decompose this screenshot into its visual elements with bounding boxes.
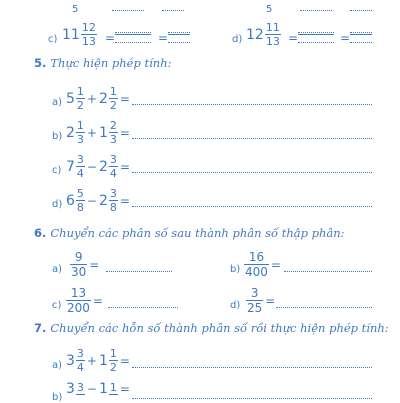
equals-sign: = bbox=[158, 31, 169, 45]
whole-part: 12 bbox=[246, 26, 264, 43]
equals-sign: = bbox=[105, 31, 116, 45]
mixed-number bbox=[62, 22, 97, 47]
section-5-heading: 5. Thực hiện phép tính: bbox=[34, 56, 172, 70]
answer-line[interactable] bbox=[106, 271, 172, 272]
denominator-5-left: 5 bbox=[72, 4, 79, 15]
answer-line[interactable] bbox=[276, 307, 372, 308]
fraction-to-convert: $\frac{16}{400}$ = bbox=[245, 250, 281, 279]
equals-sign: = bbox=[340, 31, 351, 45]
expression: 2 $\frac{1}{3}$ + 1 $\frac{2}{3}$ = bbox=[66, 119, 130, 146]
answer-dots bbox=[350, 10, 372, 11]
expression: 3 $\frac{3}{4}$ + 1 $\frac{1}{2}$ = bbox=[66, 347, 130, 374]
fraction: $\frac{11}{13}$ bbox=[265, 21, 280, 48]
answer-line[interactable] bbox=[132, 138, 372, 139]
answer-line[interactable] bbox=[284, 271, 372, 272]
fraction: $\frac{12}{13}$ bbox=[81, 21, 96, 48]
item-label: d) bbox=[232, 34, 243, 45]
fraction-to-convert: $\frac{9}{30}$ = bbox=[71, 250, 100, 279]
mixed-number bbox=[246, 22, 281, 47]
worksheet-page: 5 5 c) 11 $\frac{12}{13}$ = = d) 12 $\frac{11}{13}$ = = 5. Thực hiện phép tính: a) 5 $\frac{1}{2}$ + 2 $\frac{1}{2}$ = b) 2 $\frac{1}{3}$ + 1 $\frac{2}{3}$ = c) 7 $\frac{3}{4}$ − 2 $\frac{3}{4}$ = d) 6 $\frac{5}{8}$ − 2 $\frac{3}{8}$ = 6. Chuyển các phân số sau thành phân số thập phân: a) $\frac{9}{30}$ = b) $\frac{16}{400}$ = c) $\frac{13}{200}$ = d) $\frac{3}{25}$ = 7. Chuyển các hỗn số thành phân số rồi thực hiện phép tính: a) 3 $\frac{3}{4}$ + 1 $\frac{1}{2}$ = b) 3 3 − 1 1 = bbox=[34, 4, 389, 403]
equals-sign: = bbox=[288, 31, 299, 45]
answer-line[interactable] bbox=[108, 307, 178, 308]
item-label: c) bbox=[48, 34, 58, 45]
fraction-to-convert: $\frac{3}{25}$ = bbox=[247, 286, 276, 315]
answer-line[interactable] bbox=[132, 398, 372, 399]
answer-line[interactable] bbox=[132, 206, 372, 207]
expression: 6 $\frac{5}{8}$ − 2 $\frac{3}{8}$ = bbox=[66, 187, 130, 214]
expression: 7 $\frac{3}{4}$ − 2 $\frac{3}{4}$ = bbox=[66, 153, 130, 180]
answer-line[interactable] bbox=[132, 367, 372, 368]
expression: 5 $\frac{1}{2}$ + 2 $\frac{1}{2}$ = bbox=[66, 85, 130, 112]
answer-dots bbox=[300, 10, 332, 11]
answer-fraction-blank[interactable] bbox=[115, 26, 151, 43]
expression: 3 3 − 1 1 = bbox=[66, 381, 130, 397]
answer-fraction-blank[interactable] bbox=[168, 26, 190, 43]
answer-fraction-blank[interactable] bbox=[298, 26, 334, 43]
answer-line[interactable] bbox=[132, 104, 372, 105]
whole-part: 11 bbox=[62, 26, 80, 43]
section-7-heading: 7. Chuyển các hỗn số thành phân số rồi thực hiện phép tính: bbox=[34, 321, 389, 335]
answer-fraction-blank[interactable] bbox=[350, 26, 372, 43]
answer-line[interactable] bbox=[132, 172, 372, 173]
denominator-5-right: 5 bbox=[266, 4, 273, 15]
fraction-to-convert: $\frac{13}{200}$ = bbox=[67, 286, 103, 315]
answer-dots bbox=[112, 10, 144, 11]
answer-dots bbox=[162, 10, 184, 11]
section-6-heading: 6. Chuyển các phân số sau thành phân số thập phân: bbox=[34, 226, 345, 240]
